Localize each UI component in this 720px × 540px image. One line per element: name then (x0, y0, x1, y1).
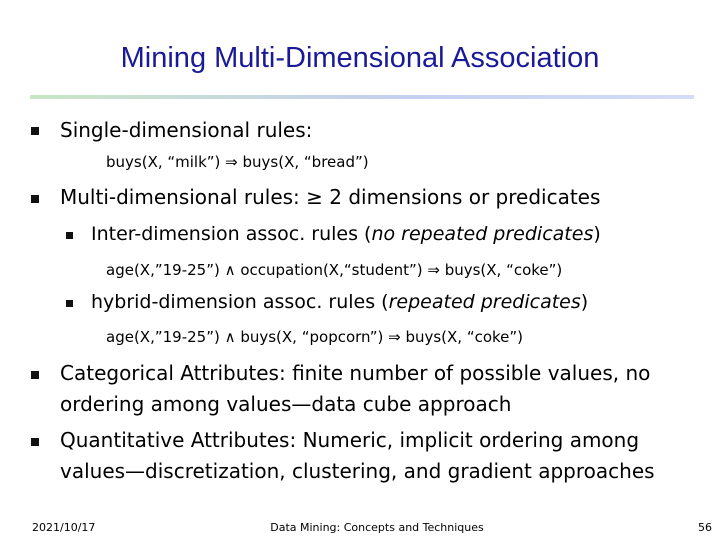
sub-bullet-emphasis: no repeated predicates (371, 223, 594, 245)
bullet-quantitative (60, 425, 700, 487)
bullet-line: values—discretization, clustering, and gradient approaches (60, 459, 655, 483)
bullet-line: Quantitative Attributes: Numeric, implicit ordering among (60, 428, 640, 452)
title-divider (30, 95, 694, 99)
page-number: 56 (698, 521, 712, 534)
example-rule-2: age(X,”19-25”) ∧ occupation(X,“student”) ⇒ buys(X, “coke”) (106, 261, 563, 279)
bullet-line: ordering among values—data cube approach (60, 392, 512, 416)
sub-bullet-text: ) (593, 223, 601, 245)
bullet-line: Categorical Attributes: finite number of possible values, no (60, 361, 651, 385)
footer-center: Data Mining: Concepts and Techniques (270, 521, 484, 534)
sub-bullet-text: Inter-dimension assoc. rules ( (91, 223, 372, 245)
sub-bullet-text: ) (580, 291, 589, 313)
sub-bullet-text: hybrid-dimension assoc. rules ( (91, 291, 389, 313)
footer-date: 2021/10/17 (32, 521, 96, 534)
slide-title: Mining Multi-Dimensional Association (120, 42, 600, 74)
bullet-single-dimensional: Single-dimensional rules: (60, 118, 313, 142)
sub-bullet-hybrid-dimension (91, 291, 588, 313)
sub-bullet-marker (66, 300, 73, 307)
bullet-categorical (60, 358, 700, 420)
sub-bullet-emphasis: repeated predicates (388, 291, 581, 313)
bullet-marker (31, 371, 39, 379)
sub-bullet-inter-dimension (91, 223, 601, 245)
sub-bullet-marker (66, 232, 73, 239)
bullet-marker (31, 195, 39, 203)
bullet-marker (31, 438, 39, 446)
bullet-marker (31, 127, 39, 135)
bullet-multi-dimensional: Multi-dimensional rules: ≥ 2 dimensions or predicates (60, 185, 601, 209)
example-rule-3: age(X,”19-25”) ∧ buys(X, “popcorn”) ⇒ buys(X, “coke”) (106, 328, 524, 346)
example-rule-1: buys(X, “milk”) ⇒ buys(X, “bread”) (106, 153, 369, 171)
